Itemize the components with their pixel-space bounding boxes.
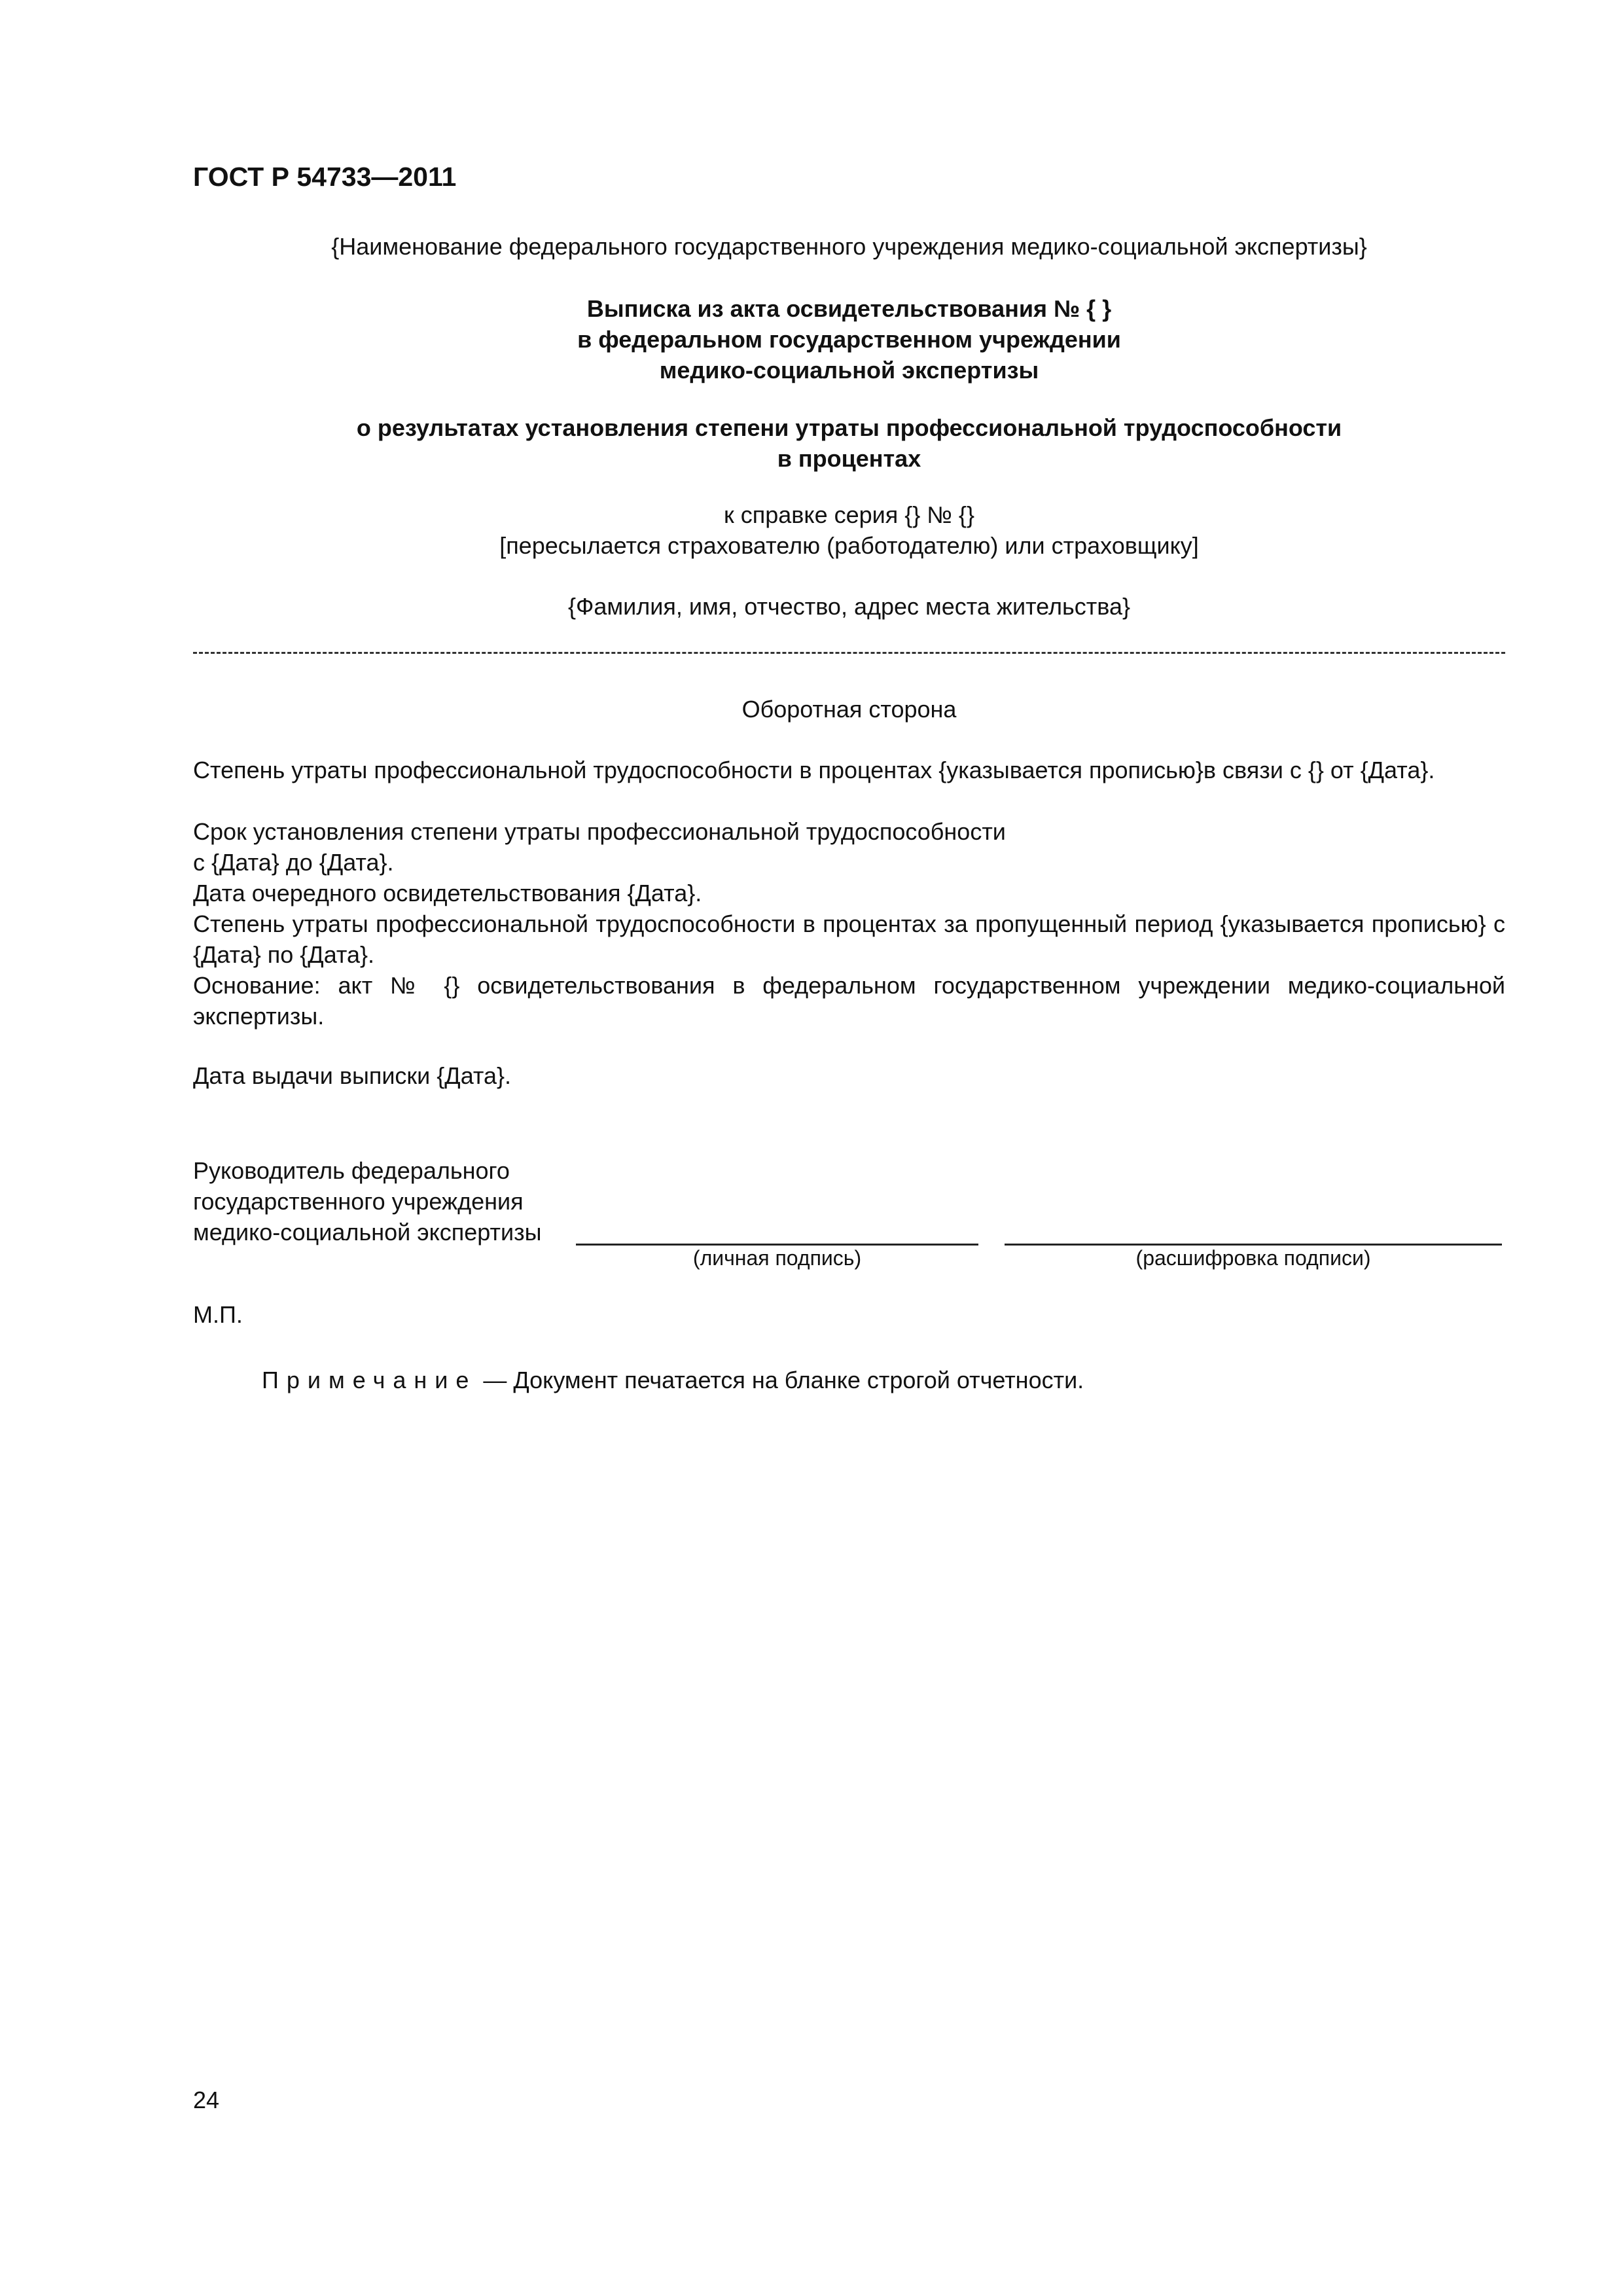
note bbox=[262, 1365, 1084, 1395]
term-block bbox=[193, 816, 1505, 1031]
certificate-reference: к справке серия {} № {} bbox=[724, 501, 974, 528]
cut-line-divider bbox=[193, 652, 1505, 654]
page-number: 24 bbox=[193, 2087, 220, 2113]
note-label: Примечание bbox=[262, 1367, 477, 1393]
title-line: медико-социальной экспертизы bbox=[659, 357, 1039, 384]
signature-decode-caption: (расшифровка подписи) bbox=[1135, 1246, 1371, 1270]
person-details: {Фамилия, имя, отчество, адрес места жительства} bbox=[567, 593, 1131, 620]
forward-note: [пересылается страхователю (работодателю) или страховщику] bbox=[499, 532, 1199, 559]
signatory-line: медико-социальной экспертизы bbox=[193, 1219, 542, 1246]
extract-subtitle bbox=[193, 412, 1505, 474]
issue-date: Дата выдачи выписки {Дата}. bbox=[193, 1062, 512, 1089]
signatory-title bbox=[193, 1155, 541, 1247]
stamp-label: М.П. bbox=[193, 1301, 243, 1328]
subtitle-line: о результатах установления степени утраты профессиональной трудоспособности bbox=[356, 414, 1342, 441]
standard-header: ГОСТ Р 54733—2011 bbox=[193, 162, 457, 192]
institution-name: {Наименование федерального государственного учреждения медико-социальной экспертизы} bbox=[331, 233, 1367, 260]
personal-signature-caption: (личная подпись) bbox=[692, 1246, 862, 1270]
term-line: Дата очередного освидетельствования {Дата}. bbox=[193, 880, 702, 906]
title-line: в федеральном государственном учреждении bbox=[577, 326, 1121, 353]
basis-statement: Основание: акт № {} освидетельствования в федеральном государственном учреждении медико-социальной экспертизы. bbox=[193, 972, 1505, 1030]
reverse-side-heading: Оборотная сторона bbox=[741, 696, 957, 723]
note-text: — Документ печатается на бланке строгой отчетности. bbox=[476, 1367, 1084, 1393]
term-line: с {Дата} до {Дата}. bbox=[193, 849, 394, 876]
title-line: Выписка из акта освидетельствования № { } bbox=[586, 295, 1112, 322]
term-line: Срок установления степени утраты профессиональной трудоспособности bbox=[193, 818, 1006, 845]
degree-statement: Степень утраты профессиональной трудоспособности в процентах {указывается прописью}в связи с {} от {Дата}. bbox=[193, 757, 1435, 783]
signatory-line: государственного учреждения bbox=[193, 1188, 524, 1215]
missed-period-statement: Степень утраты профессиональной трудоспособности в процентах за пропущенный период {указывается прописью} с {Дата} по {Дата}. bbox=[193, 910, 1505, 968]
extract-title bbox=[193, 293, 1505, 386]
subtitle-line: в процентах bbox=[777, 445, 921, 472]
signatory-line: Руководитель федерального bbox=[193, 1157, 510, 1184]
